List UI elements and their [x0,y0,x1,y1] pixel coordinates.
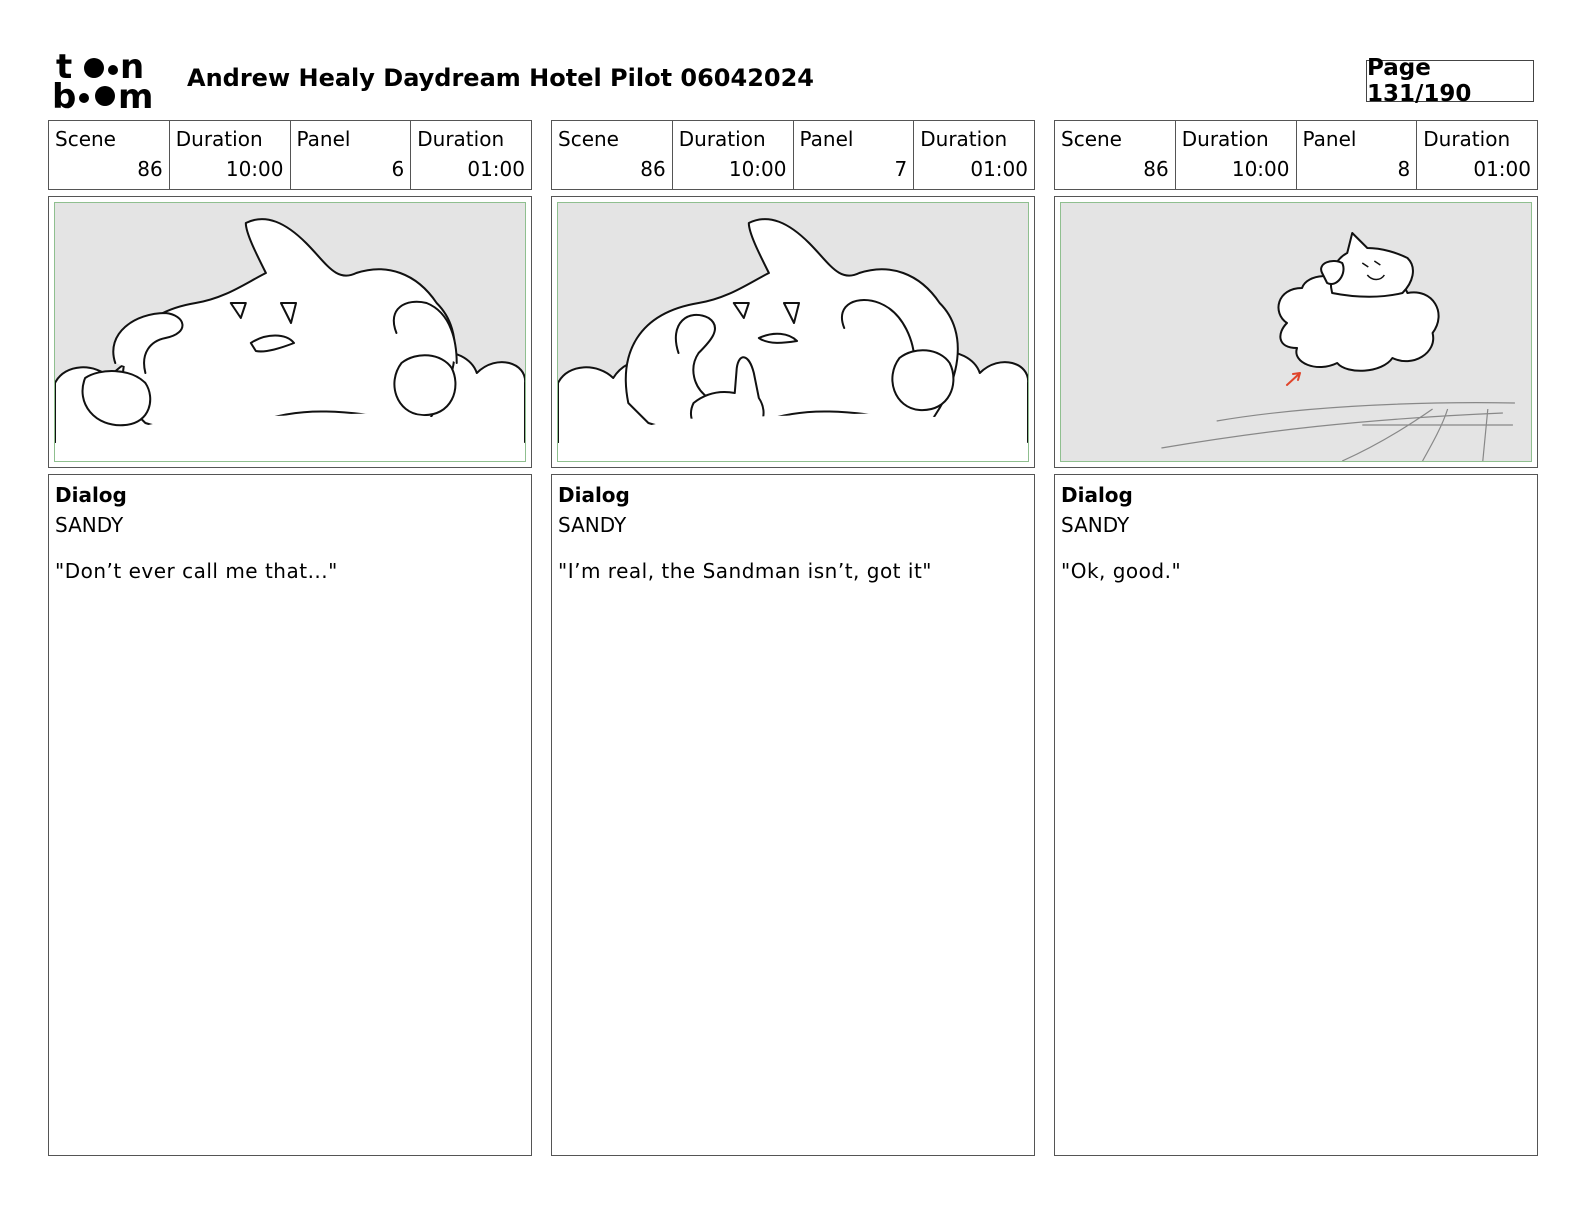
scene-label: Scene [558,127,619,151]
scene-duration-label: Duration [678,127,766,151]
sketch-star-pointing [557,202,1029,462]
logo-letter-n: n [120,50,145,87]
scene-duration-label: Duration [1181,127,1269,151]
logo-letter-m: m [118,77,154,114]
scene-cell [552,121,673,189]
scene-value: 86 [137,157,163,181]
scene-value: 86 [1143,157,1169,181]
dialog-speaker: SANDY [558,513,627,537]
dialog-box [48,474,532,1156]
panel-duration-cell [411,121,531,189]
scene-duration-value: 10:00 [1231,157,1290,181]
panel-column-6 [48,120,532,1156]
scene-duration-value: 10:00 [728,157,787,181]
page-indicator: Page 131/190 [1366,60,1534,102]
dialog-heading: Dialog [1061,483,1133,507]
dialog-speaker: SANDY [1061,513,1130,537]
panel-cell [1297,121,1418,189]
sketch-star-on-cloud [1060,202,1532,462]
panel-info-row [551,120,1035,190]
panel-duration-value: 01:00 [467,157,525,181]
toonboom-logo [52,50,164,114]
panel-label: Panel [799,127,854,151]
panel-label: Panel [296,127,351,151]
scene-duration-value: 10:00 [225,157,284,181]
panel-image-frame [551,196,1035,468]
dialog-box [551,474,1035,1156]
scene-value: 86 [640,157,666,181]
panel-column-8 [1054,120,1538,1156]
panel-value: 6 [391,157,405,181]
logo-letter-t: t [56,50,73,87]
logo-letter-b: b [52,77,77,114]
panel-image-frame [1054,196,1538,468]
scene-duration-cell [673,121,794,189]
scene-label: Scene [55,127,116,151]
panel-cell [291,121,412,189]
dialog-line: "Ok, good." [1061,559,1182,583]
sketch-star-angry [54,202,526,462]
dialog-heading: Dialog [558,483,630,507]
panel-info-row [1054,120,1538,190]
scene-cell [49,121,170,189]
panel-cell [794,121,915,189]
scene-label: Scene [1061,127,1122,151]
panel-value: 7 [894,157,908,181]
panel-duration-value: 01:00 [970,157,1028,181]
dialog-speaker: SANDY [55,513,124,537]
scene-cell [1055,121,1176,189]
panel-duration-label: Duration [920,127,1008,151]
scene-duration-cell [1176,121,1297,189]
panel-duration-cell [1417,121,1537,189]
panel-value: 8 [1397,157,1411,181]
panel-info-row [48,120,532,190]
dialog-heading: Dialog [55,483,127,507]
dialog-line: "I’m real, the Sandman isn’t, got it" [558,559,932,583]
panel-label: Panel [1302,127,1357,151]
panel-column-7 [551,120,1035,1156]
panel-duration-cell [914,121,1034,189]
scene-duration-label: Duration [175,127,263,151]
panel-duration-value: 01:00 [1473,157,1531,181]
panel-duration-label: Duration [1423,127,1511,151]
scene-duration-cell [170,121,291,189]
document-title: Andrew Healy Daydream Hotel Pilot 06042024 [187,64,814,92]
panel-image-frame [48,196,532,468]
dialog-line: "Don’t ever call me that..." [55,559,338,583]
panel-duration-label: Duration [417,127,505,151]
dialog-box [1054,474,1538,1156]
